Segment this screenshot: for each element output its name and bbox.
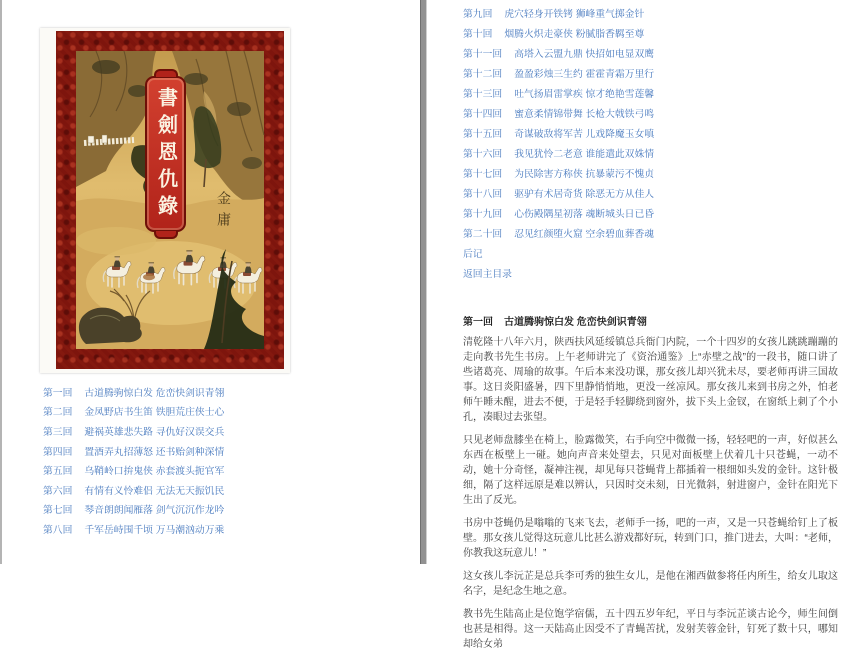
chapter-link-number: 第十回 (463, 29, 493, 40)
chapter-paragraph: 书房中苍蝇仍是嗡嗡的飞来飞去，老师手一扬，吧的一声，又是一只苍蝇给钉上了板壁。那女孩儿觉得这玩意儿比甚么游戏都好玩，转到门口，推门进去，大叫：“老师，你教我这玩意儿！” (463, 518, 838, 559)
toc-item (463, 123, 654, 143)
chapter-link-title: 驱驴有术居奇货 除恶无方从佳人 (514, 189, 655, 200)
toc-item (463, 83, 654, 103)
chapter-heading-number: 第一回 (463, 317, 493, 328)
chapter-link-title: 烟腾火炽走豪侠 粉腻脂香羁至尊 (504, 29, 645, 40)
chapter-link-number: 第十七回 (463, 169, 503, 180)
chapter-link[interactable] (43, 502, 224, 516)
frame-divider[interactable] (420, 0, 427, 564)
chapter-paragraph: 只见老师盘膝坐在椅上，脸露微笑，右手向空中微微一扬，轻轻吧的一声，好似甚么东西在板壁上一碰。她向声音来处望去，只见对面板壁上伏着几十只苍蝇，一动不动，她十分奇怪，凝神注视，却见每只苍蝇背上都插着一根细如头发的金针。这针极细，隔了这样远原是难以辨认，只因时交未刻，日光微斜，射进窗户，金针在阳光下生出了反光。 (463, 435, 838, 506)
chapter-link-number: 第十四回 (463, 109, 503, 120)
chapter-link-number: 第十六回 (463, 149, 503, 160)
toc-item (463, 223, 654, 243)
chapter-link[interactable] (43, 424, 224, 438)
chapter-link-title: 盈盈彩烛三生约 霍霍青霜万里行 (514, 69, 655, 80)
chapter-body (463, 335, 838, 660)
chapter-link[interactable] (463, 186, 654, 200)
left-pane (2, 0, 420, 564)
chapter-link-title: 古道腾驹惊白发 危峦快剑识青翎 (84, 387, 225, 399)
chapter-link-title: 奇谋破敌将军苦 儿戏降魔玉女嗔 (514, 129, 655, 140)
chapter-link-title: 有情有义怜难侣 无法无天振饥民 (84, 485, 225, 497)
chapter-link[interactable] (463, 226, 654, 240)
book-cover (40, 28, 290, 373)
toc-item (463, 3, 654, 23)
chapter-link[interactable] (43, 404, 224, 418)
chapter-paragraph: 清乾隆十八年六月，陕西扶风延绥镇总兵衙门内院，一个十四岁的女孩儿跳跳蹦蹦的走向教书先生书房。上午老师讲完了《资治通鉴》上“赤壁之战”的一段书，随口讲了些诸葛亮、周瑜的故事。午后本来没功课，那女孩儿却兴犹未尽，要老师再讲三国故事。这日炎阳盛暑，四下里静悄悄地，更没一丝凉风。那女孩儿来到书房之外，怕老师午睡未醒，进去不便，于是轻手轻脚绕到窗外，拔下头上金钗，在窗纸上刺了个小孔，凑眼过去张望。 (463, 337, 838, 423)
chapter-link-title: 虎穴轻身开铁铐 狮峰重气掷金针 (504, 9, 645, 20)
chapter-link-number: 返回主目录 (463, 269, 512, 280)
chapter-link-number: 第五回 (43, 466, 73, 478)
chapter-link-number: 第十二回 (463, 69, 503, 80)
chapter-link[interactable] (463, 46, 654, 60)
toc-item (463, 143, 654, 163)
chapter-link-title: 高塔入云盟九鼎 快招如电显双鹰 (514, 49, 655, 60)
toc-item (43, 382, 224, 402)
book-title: 書劍恩仇錄 (154, 86, 177, 222)
chapter-link-number: 第七回 (43, 505, 73, 517)
toc-item (463, 183, 654, 203)
chapter-link-number: 第三回 (43, 426, 73, 438)
chapter-link-number: 第九回 (463, 9, 493, 20)
chapter-link-number: 第十九回 (463, 209, 503, 220)
chapter-link[interactable] (463, 6, 644, 20)
chapter-link-title: 乌鞘岭口拚鬼侠 赤套渡头扼官军 (84, 466, 225, 478)
toc-item (463, 243, 654, 263)
chapter-link-title: 蜜意柔情锦带舞 长枪大戟铁弓鸣 (514, 109, 655, 120)
chapter-link[interactable] (43, 463, 224, 477)
toc-item (463, 43, 654, 63)
chapter-link-number: 第二十回 (463, 229, 503, 240)
chapter-link-title: 置酒弄丸招薄怒 还书贻剑种深情 (84, 446, 225, 458)
toc-item (463, 103, 654, 123)
chapter-paragraph: 教书先生陆高止是位饱学宿儒，五十四五岁年纪，平日与李沅芷谈古论今，师生间倒也甚是相得。这一天陆高止因受不了青蝇苦扰，发射芙蓉金针，钉死了数十只，哪知却给女弟 (463, 609, 838, 650)
chapter-link-title: 千军岳峙围千顷 万马潮汹动万乘 (84, 524, 225, 536)
toc-left (43, 382, 224, 539)
chapter-heading (463, 313, 647, 328)
chapter-link[interactable] (463, 126, 654, 140)
chapter-link[interactable] (43, 483, 224, 497)
chapter-link-title: 金凤野店书生笛 铁胆荒庄侠士心 (84, 407, 225, 419)
toc-item (463, 263, 654, 283)
chapter-link-title: 避祸英雄悲失路 寻仇好汉误交兵 (84, 426, 225, 438)
chapter-link[interactable] (463, 166, 654, 180)
chapter-link-number: 第十一回 (463, 49, 503, 60)
toc-item (43, 480, 224, 500)
toc-item (43, 519, 224, 539)
chapter-link-title: 为民除害方称侠 抗暴蒙污不愧贞 (514, 169, 655, 180)
chapter-link[interactable] (463, 146, 654, 160)
chapter-link[interactable] (43, 385, 224, 399)
cover-ornamental-border (56, 31, 284, 369)
chapter-link[interactable] (463, 66, 654, 80)
chapter-link-title: 忍见红颜堕火窟 空余碧血葬香魂 (514, 229, 655, 240)
chapter-link[interactable] (463, 86, 654, 100)
chapter-link-number: 第二回 (43, 407, 73, 419)
chapter-link-number: 后记 (463, 249, 483, 260)
chapter-link[interactable] (43, 522, 224, 536)
toc-item (463, 63, 654, 83)
chapter-link-title: 我见犹怜二老意 谁能遣此双姝情 (514, 149, 655, 160)
chapter-link-title: 心伤殿隅星初落 魂断城头日已昏 (514, 209, 655, 220)
toc-item (43, 441, 224, 461)
chapter-link-number: 第一回 (43, 387, 73, 399)
toc-item (463, 163, 654, 183)
chapter-link[interactable] (43, 444, 224, 458)
toc-item (463, 203, 654, 223)
chapter-link-number: 第十五回 (463, 129, 503, 140)
chapter-link[interactable] (463, 266, 524, 280)
book-author: 金庸 (216, 191, 232, 233)
cover-title-banner (145, 76, 186, 232)
chapter-link-number: 第四回 (43, 446, 73, 458)
chapter-paragraph: 这女孩儿李沅芷是总兵李可秀的独生女儿，是他在湘西做参将任内所生，给女儿取这名字，是纪念生地之意。 (463, 571, 838, 597)
toc-item (463, 23, 654, 43)
toc-item (43, 421, 224, 441)
toc-item (43, 402, 224, 422)
chapter-link-number: 第八回 (43, 524, 73, 536)
cover-landscape-painting (76, 51, 264, 349)
chapter-link-title: 吐气扬眉雷掌疾 惊才绝艳雪莲馨 (514, 89, 655, 100)
chapter-link-number: 第十八回 (463, 189, 503, 200)
toc-item (43, 500, 224, 520)
chapter-link[interactable] (463, 246, 495, 260)
right-pane (427, 0, 845, 650)
toc-right (463, 3, 654, 283)
chapter-heading-title: 古道腾驹惊白发 危峦快剑识青翎 (504, 317, 647, 328)
toc-item (43, 460, 224, 480)
chapter-link[interactable] (463, 26, 644, 40)
chapter-link-title: 琴音朗朗闻雁落 剑气沉沉作龙吟 (84, 505, 225, 517)
chapter-link-number: 第六回 (43, 485, 73, 497)
chapter-link[interactable] (463, 206, 654, 220)
chapter-link[interactable] (463, 106, 654, 120)
chapter-link-number: 第十三回 (463, 89, 503, 100)
